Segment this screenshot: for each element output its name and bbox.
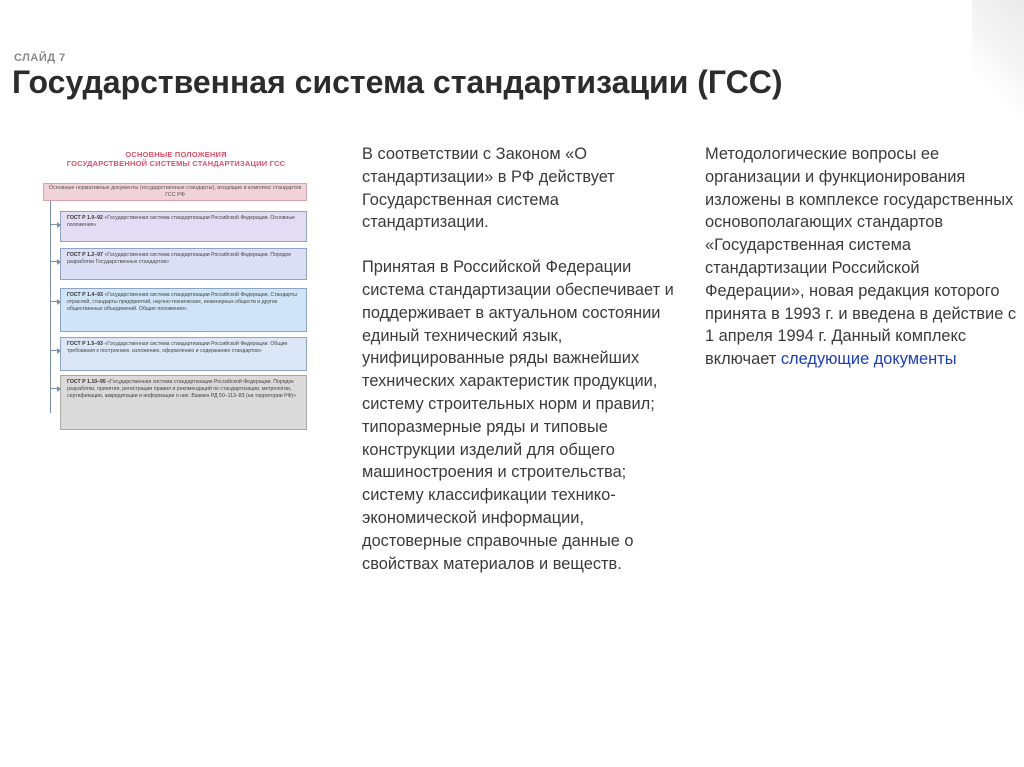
slide-title: Государственная система стандартизации (ГСС) xyxy=(12,64,783,100)
diagram-header-box: Основные нормативные документы (государственные стандарты), входящие в комплекс стандартов ГСС РФ xyxy=(43,183,307,201)
gost-description: «Государственная система стандартизации Российской Федерации. Основные положения» xyxy=(67,215,295,228)
intro-paragraph: В соответствии с Законом «О стандартизации» в РФ действует Государственная система стандартизации. xyxy=(362,145,615,232)
gost-description: «Государственная система стандартизации Российской Федерации. Стандарты отраслей, стандарты предприятий, научно-технических, инженерных обществ и других общественных объединений. Общие положения» xyxy=(67,292,297,312)
gost-code: ГОСТ Р 1.4–93 xyxy=(67,292,103,298)
diagram-title-line: ОСНОВНЫЕ ПОЛОЖЕНИЯ xyxy=(125,150,227,159)
gost-description: «Государственная система стандартизации Российской Федерации. Порядок разработки Государственных стандартов» xyxy=(67,252,291,265)
gost-box xyxy=(60,288,307,332)
corner-shadow xyxy=(972,0,1024,120)
slide-number-label: СЛАЙД 7 xyxy=(14,52,66,64)
diagram-connector-line xyxy=(50,201,51,413)
methodology-text: Методологические вопросы ее организации и функционирования изложены в комплексе государственных основополагающих стандартов «Государственная система стандартизации Российской Федерации», новая редакция которого принята в 1993 г. и введена в действие с 1 апреля 1994 г. Данный комплекс включает xyxy=(705,145,1017,369)
gost-code: ГОСТ Р 1.2–97 xyxy=(67,252,103,258)
following-documents-link[interactable]: следующие документы xyxy=(780,350,957,369)
gost-description: «Государственная система стандартизации Российской Федерации. Порядок разработки, принятия, регистрации правил и рекомендаций по стандартизации, метрологии, сертификации, аккредитации и информации о них. Взамен РД 50–113–83 (на территории РФ)» xyxy=(67,379,297,399)
diagram-title xyxy=(38,150,314,168)
gost-box xyxy=(60,248,307,280)
gost-code: ГОСТ Р 1.0–92 xyxy=(67,215,103,221)
gost-box xyxy=(60,375,307,430)
middle-text-column xyxy=(362,143,682,575)
gost-box xyxy=(60,337,307,371)
gost-description: «Государственная система стандартизации Российской Федерации. Общие требования к построению, изложению, оформлению и содержанию стандартов» xyxy=(67,341,288,354)
gost-code: ГОСТ Р 1.5–93 xyxy=(67,341,103,347)
diagram-title-line: ГОСУДАРСТВЕННОЙ СИСТЕМЫ СТАНДАРТИЗАЦИИ ГСС xyxy=(66,159,286,168)
gss-standards-diagram xyxy=(38,150,314,432)
right-text-column xyxy=(705,143,1020,371)
system-description-paragraph: Принятая в Российской Федерации система стандартизации обеспечивает и поддерживает в актуальном состоянии единый технический язык, унифицированные ряды важнейших технических характеристик продукции, систему строительных норм и правил; типоразмерные ряды и типовые конструкции изделий для общего машиностроения и строительства; систему классификации технико-экономической информации, достоверные справочные данные о свойствах материалов и веществ. xyxy=(362,258,674,573)
gost-code: ГОСТ Р 1.10–95 xyxy=(67,379,106,385)
gost-box xyxy=(60,211,307,242)
methodology-paragraph xyxy=(705,143,1020,371)
